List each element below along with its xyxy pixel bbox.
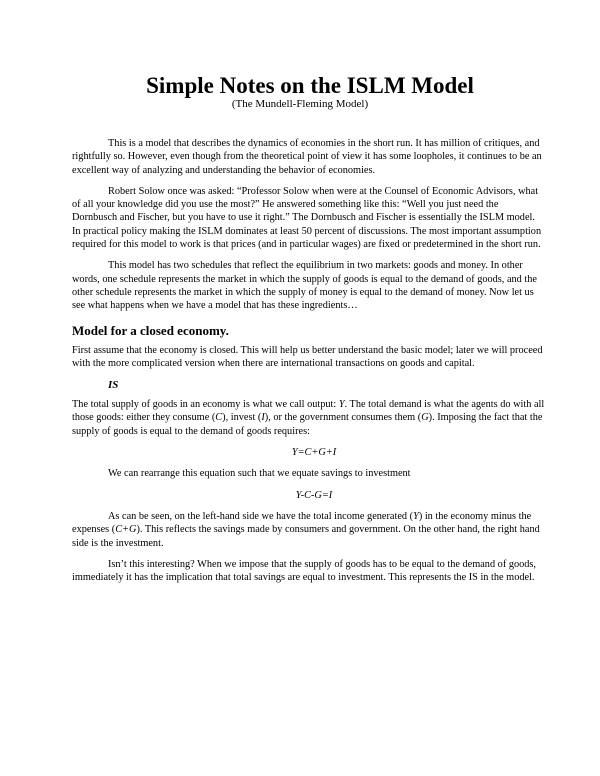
is-paragraph-1: The total supply of goods in an economy is what we call output: Y. The total demand is what the agents do with all those goods: either they consume (C), invest (I), or the government consumes them (G). Imposing the fact that the supply of goods is equal to the demand of goods requires: — [72, 399, 545, 437]
page-title: Simple Notes on the ISLM Model — [146, 73, 474, 98]
intro-paragraph-3: This model has two schedules that reflect the equilibrium in two markets: goods and money. In other words, one schedule represents the market in which the supply of goods is equal to the demand of goods, and the other schedule represents the market in which the supply of money is equal to the demand of money. Now let us see what happens when we have a model that has these ingredients… — [72, 260, 537, 312]
intro-paragraph-1: This is a model that describes the dynamics of economies in the short run. It has million of critiques, and rightfully so. However, even though from the theoretical point of view it has some loopholes, it continues to be an excellent way of analyzing and understanding the behavior of economies. — [72, 138, 542, 176]
equation-savings-investment: Y-C-G=I — [295, 489, 333, 501]
is-paragraph-2: We can rearrange this equation such that we equate savings to investment — [108, 468, 411, 480]
intro-paragraph-2: Robert Solow once was asked: “Professor Solow when were at the Counsel of Economic Advisors, what of all your knowledge did you use the most?” He answered something like this: “Well you just need the Dornbusch and Fischer, but you have to use it right.” The Dornbusch and Fischer is essentially the ISLM model. In practical policy making the ISLM dominates at least 50 percent of discussions. The most important assumption required for this model to work is that prices (and in particular wages) are fixed or predetermined in the short run. — [72, 185, 542, 251]
subsection-heading-is: IS — [108, 379, 119, 392]
equation-goods-market: Y=C+G+I — [291, 447, 337, 459]
page-subtitle: (The Mundell-Fleming Model) — [231, 98, 369, 110]
document-body — [72, 137, 546, 592]
is-paragraph-4: Isn’t this interesting? When we impose that the supply of goods has to be equal to the demand of goods, immediately it has the implication that total savings are equal to investment. This represents the IS in the model. — [72, 558, 537, 584]
section-heading-closed-economy: Model for a closed economy. — [72, 322, 229, 338]
is-paragraph-3: As can be seen, on the left-hand side we have the total income generated (Y) in the economy minus the expenses (C+G). This reflects the savings made by consumers and government. On the other hand, the right hand side is the investment. — [72, 510, 540, 549]
closed-economy-paragraph: First assume that the economy is closed. This will help us better understand the basic model; later we will proceed with the more complicated version when there are international transactions on goods and capital. — [72, 344, 543, 369]
